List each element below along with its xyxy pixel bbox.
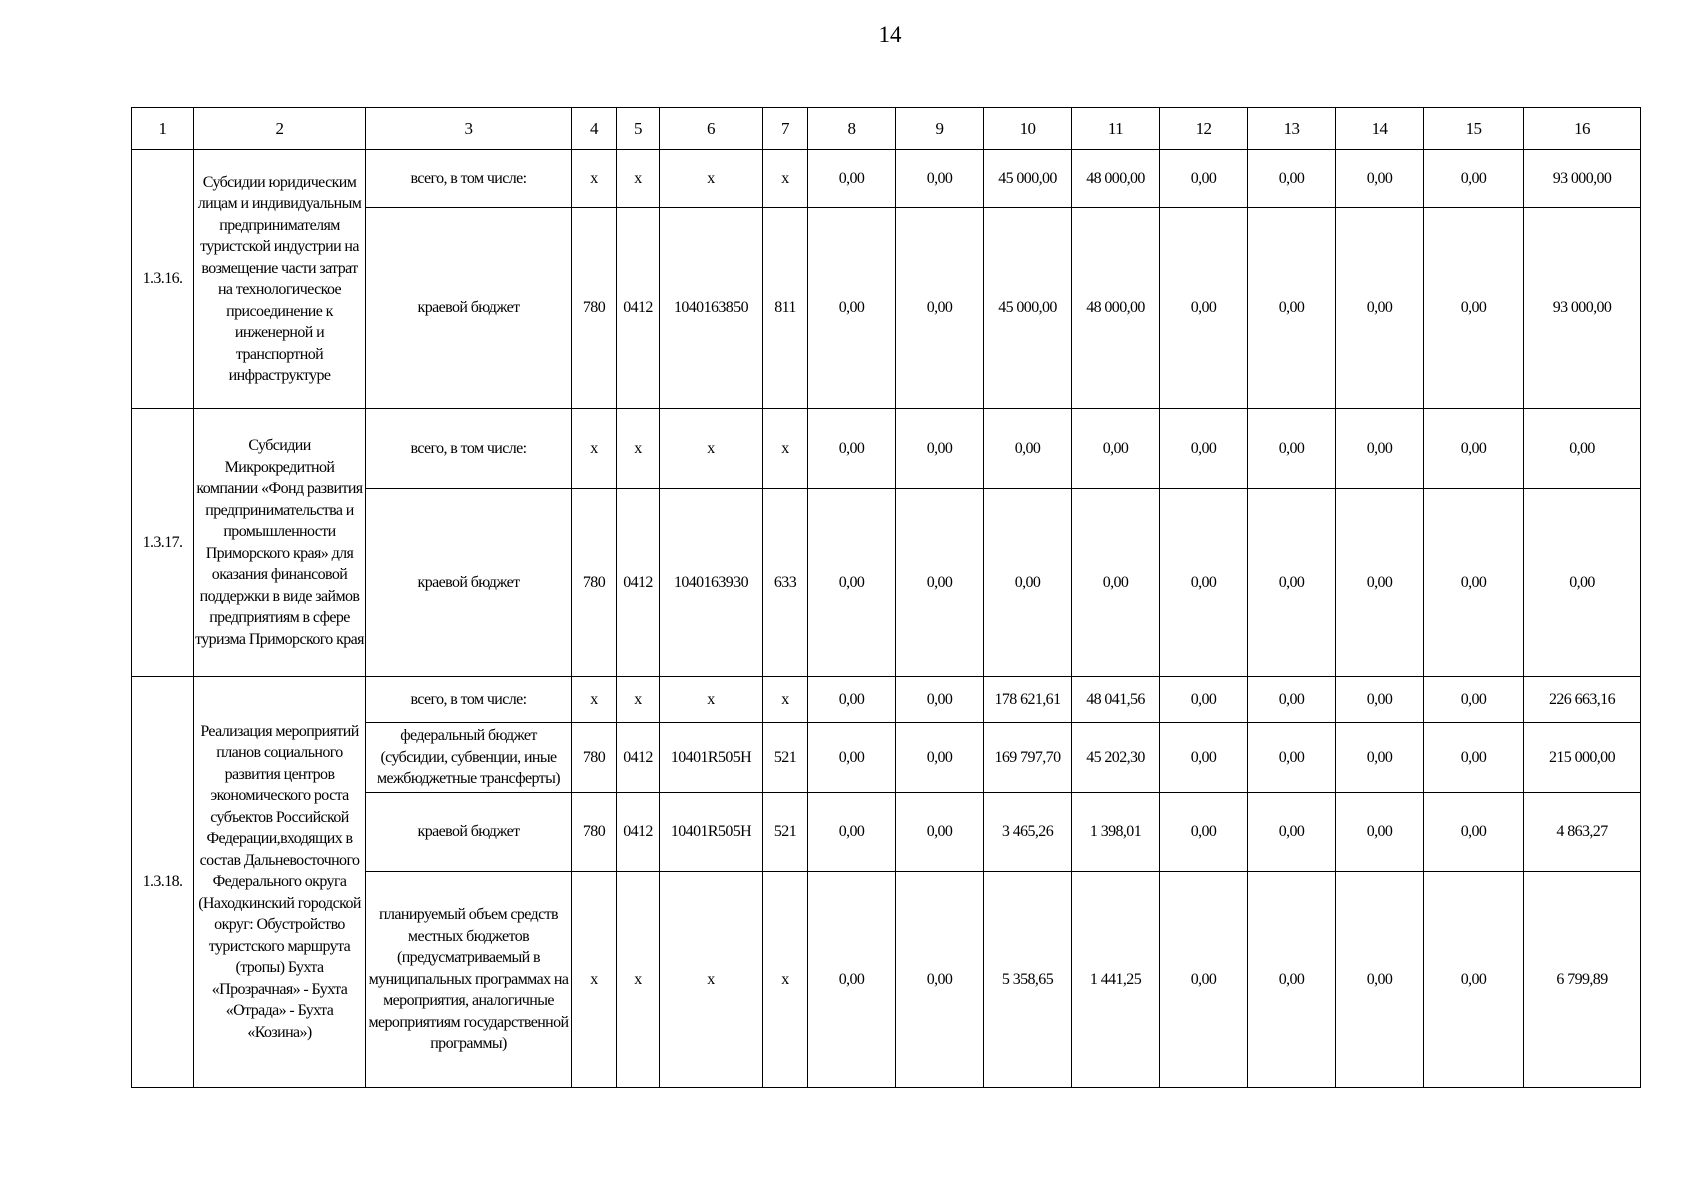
- cell: x: [617, 409, 660, 489]
- cell: 45 000,00: [984, 208, 1072, 409]
- cell: 0412: [617, 489, 660, 677]
- cell: 48 041,56: [1072, 677, 1160, 723]
- table-row: [132, 150, 1641, 208]
- cell: 0,00: [808, 150, 896, 208]
- cell: x: [660, 150, 763, 208]
- cell: 0,00: [808, 208, 896, 409]
- cell: x: [763, 150, 808, 208]
- cell: 0,00: [1160, 793, 1248, 872]
- cell: 0,00: [1424, 793, 1524, 872]
- funding-source: краевой бюджет: [366, 208, 572, 409]
- cell: 48 000,00: [1072, 208, 1160, 409]
- cell: 521: [763, 723, 808, 793]
- cell: 0,00: [808, 723, 896, 793]
- cell: 1040163850: [660, 208, 763, 409]
- cell: 0,00: [1248, 409, 1336, 489]
- funding-source: планируемый объем средств местных бюджетов (предусматриваемый в муниципальных программах на мероприятия, аналогичные мероприятиям государственной программы): [366, 872, 572, 1088]
- cell: x: [763, 872, 808, 1088]
- cell: 1040163930: [660, 489, 763, 677]
- cell: 1 398,01: [1072, 793, 1160, 872]
- cell: 4 863,27: [1524, 793, 1641, 872]
- cell: 0,00: [1248, 872, 1336, 1088]
- page-number: 14: [878, 22, 902, 47]
- cell: 0,00: [808, 409, 896, 489]
- cell: 6 799,89: [1524, 872, 1641, 1088]
- header-cell: 9: [896, 108, 984, 150]
- funding-source: краевой бюджет: [366, 489, 572, 677]
- cell: 0,00: [1336, 677, 1424, 723]
- funding-source: всего, в том числе:: [366, 677, 572, 723]
- cell: x: [763, 677, 808, 723]
- cell: 45 202,30: [1072, 723, 1160, 793]
- cell: 780: [572, 723, 617, 793]
- cell: 0,00: [896, 409, 984, 489]
- funding-source: краевой бюджет: [366, 793, 572, 872]
- item-description: Субсидии юридическим лицам и индивидуальным предпринимателям туристской индустрии на возмещение части затрат на технологическое присоединение к инженерной и транспортной инфраструктуре: [194, 150, 366, 409]
- cell: 0,00: [1072, 489, 1160, 677]
- header-cell: 13: [1248, 108, 1336, 150]
- cell: 3 465,26: [984, 793, 1072, 872]
- cell: x: [617, 677, 660, 723]
- cell: 780: [572, 208, 617, 409]
- header-cell: 15: [1424, 108, 1524, 150]
- cell: x: [660, 872, 763, 1088]
- cell: 0,00: [1160, 150, 1248, 208]
- cell: 0,00: [1336, 872, 1424, 1088]
- cell: 0,00: [1160, 677, 1248, 723]
- cell: 0,00: [808, 677, 896, 723]
- cell: 169 797,70: [984, 723, 1072, 793]
- cell: 0,00: [1248, 150, 1336, 208]
- header-cell: 12: [1160, 108, 1248, 150]
- header-cell: 14: [1336, 108, 1424, 150]
- table-row: [132, 677, 1641, 723]
- table-row: [132, 409, 1641, 489]
- cell: 0,00: [1424, 489, 1524, 677]
- cell: x: [572, 872, 617, 1088]
- funding-source: всего, в том числе:: [366, 150, 572, 208]
- cell: 0,00: [984, 409, 1072, 489]
- cell: 0,00: [1160, 409, 1248, 489]
- funding-source: всего, в том числе:: [366, 409, 572, 489]
- item-description: Реализация мероприятий планов социального развития центров экономического роста субъектов Российской Федерации,входящих в состав Дальневосточного Федерального округа (Находкинский городской округ: Обустройство туристского маршрута (тропы) Бухта «Прозрачная» - Бухта «Отрада» - Бухта «Козина»): [194, 677, 366, 1088]
- cell: 0,00: [896, 723, 984, 793]
- header-cell: 8: [808, 108, 896, 150]
- cell: x: [572, 409, 617, 489]
- cell: 0,00: [1248, 208, 1336, 409]
- header-cell: 16: [1524, 108, 1641, 150]
- cell: 93 000,00: [1524, 150, 1641, 208]
- cell: 0,00: [1424, 150, 1524, 208]
- cell: 0412: [617, 793, 660, 872]
- cell: x: [572, 150, 617, 208]
- cell: 93 000,00: [1524, 208, 1641, 409]
- cell: 0,00: [1072, 409, 1160, 489]
- budget-table: [131, 107, 1641, 1088]
- cell: 45 000,00: [984, 150, 1072, 208]
- cell: x: [660, 677, 763, 723]
- cell: 10401R505H: [660, 723, 763, 793]
- cell: 0,00: [1424, 723, 1524, 793]
- cell: 0,00: [1424, 872, 1524, 1088]
- cell: 0,00: [808, 872, 896, 1088]
- header-cell: 2: [194, 108, 366, 150]
- item-description: Субсидии Микрокредитной компании «Фонд развития предпринимательства и промышленности Приморского края» для оказания финансовой поддержки в виде займов предприятиям в сфере туризма Приморского края: [194, 409, 366, 677]
- cell: 0,00: [1424, 409, 1524, 489]
- cell: 0,00: [1248, 723, 1336, 793]
- cell: 0,00: [1160, 489, 1248, 677]
- cell: 0,00: [896, 489, 984, 677]
- cell: 1 441,25: [1072, 872, 1160, 1088]
- cell: 0,00: [896, 150, 984, 208]
- item-number: 1.3.17.: [132, 409, 194, 677]
- cell: 0,00: [1160, 723, 1248, 793]
- cell: x: [763, 409, 808, 489]
- cell: 0,00: [1248, 677, 1336, 723]
- cell: 0,00: [1336, 150, 1424, 208]
- funding-source: федеральный бюджет (субсидии, субвенции, иные межбюджетные трансферты): [366, 723, 572, 793]
- cell: 0,00: [808, 489, 896, 677]
- cell: 0412: [617, 723, 660, 793]
- header-cell: 3: [366, 108, 572, 150]
- cell: 178 621,61: [984, 677, 1072, 723]
- cell: 0,00: [1248, 489, 1336, 677]
- cell: 780: [572, 489, 617, 677]
- cell: 0,00: [896, 793, 984, 872]
- cell: 215 000,00: [1524, 723, 1641, 793]
- cell: 0,00: [1336, 489, 1424, 677]
- cell: 0412: [617, 208, 660, 409]
- cell: 0,00: [1524, 409, 1641, 489]
- cell: 0,00: [1524, 489, 1641, 677]
- cell: 521: [763, 793, 808, 872]
- cell: 0,00: [1336, 409, 1424, 489]
- cell: 48 000,00: [1072, 150, 1160, 208]
- cell: 0,00: [1424, 208, 1524, 409]
- cell: 0,00: [1160, 208, 1248, 409]
- cell: x: [617, 150, 660, 208]
- item-number: 1.3.16.: [132, 150, 194, 409]
- cell: 0,00: [808, 793, 896, 872]
- header-cell: 6: [660, 108, 763, 150]
- cell: x: [617, 872, 660, 1088]
- cell: 0,00: [1336, 793, 1424, 872]
- table-header-row: [132, 108, 1641, 150]
- cell: 0,00: [896, 872, 984, 1088]
- cell: 0,00: [896, 208, 984, 409]
- header-cell: 10: [984, 108, 1072, 150]
- cell: 0,00: [1336, 723, 1424, 793]
- header-cell: 1: [132, 108, 194, 150]
- cell: x: [660, 409, 763, 489]
- cell: 0,00: [1336, 208, 1424, 409]
- header-cell: 11: [1072, 108, 1160, 150]
- header-cell: 7: [763, 108, 808, 150]
- cell: 0,00: [1424, 677, 1524, 723]
- cell: 5 358,65: [984, 872, 1072, 1088]
- cell: 0,00: [1160, 872, 1248, 1088]
- cell: 0,00: [1248, 793, 1336, 872]
- header-cell: 4: [572, 108, 617, 150]
- header-cell: 5: [617, 108, 660, 150]
- cell: 811: [763, 208, 808, 409]
- cell: x: [572, 677, 617, 723]
- cell: 780: [572, 793, 617, 872]
- item-number: 1.3.18.: [132, 677, 194, 1088]
- cell: 0,00: [896, 677, 984, 723]
- cell: 0,00: [984, 489, 1072, 677]
- cell: 10401R505H: [660, 793, 763, 872]
- cell: 633: [763, 489, 808, 677]
- cell: 226 663,16: [1524, 677, 1641, 723]
